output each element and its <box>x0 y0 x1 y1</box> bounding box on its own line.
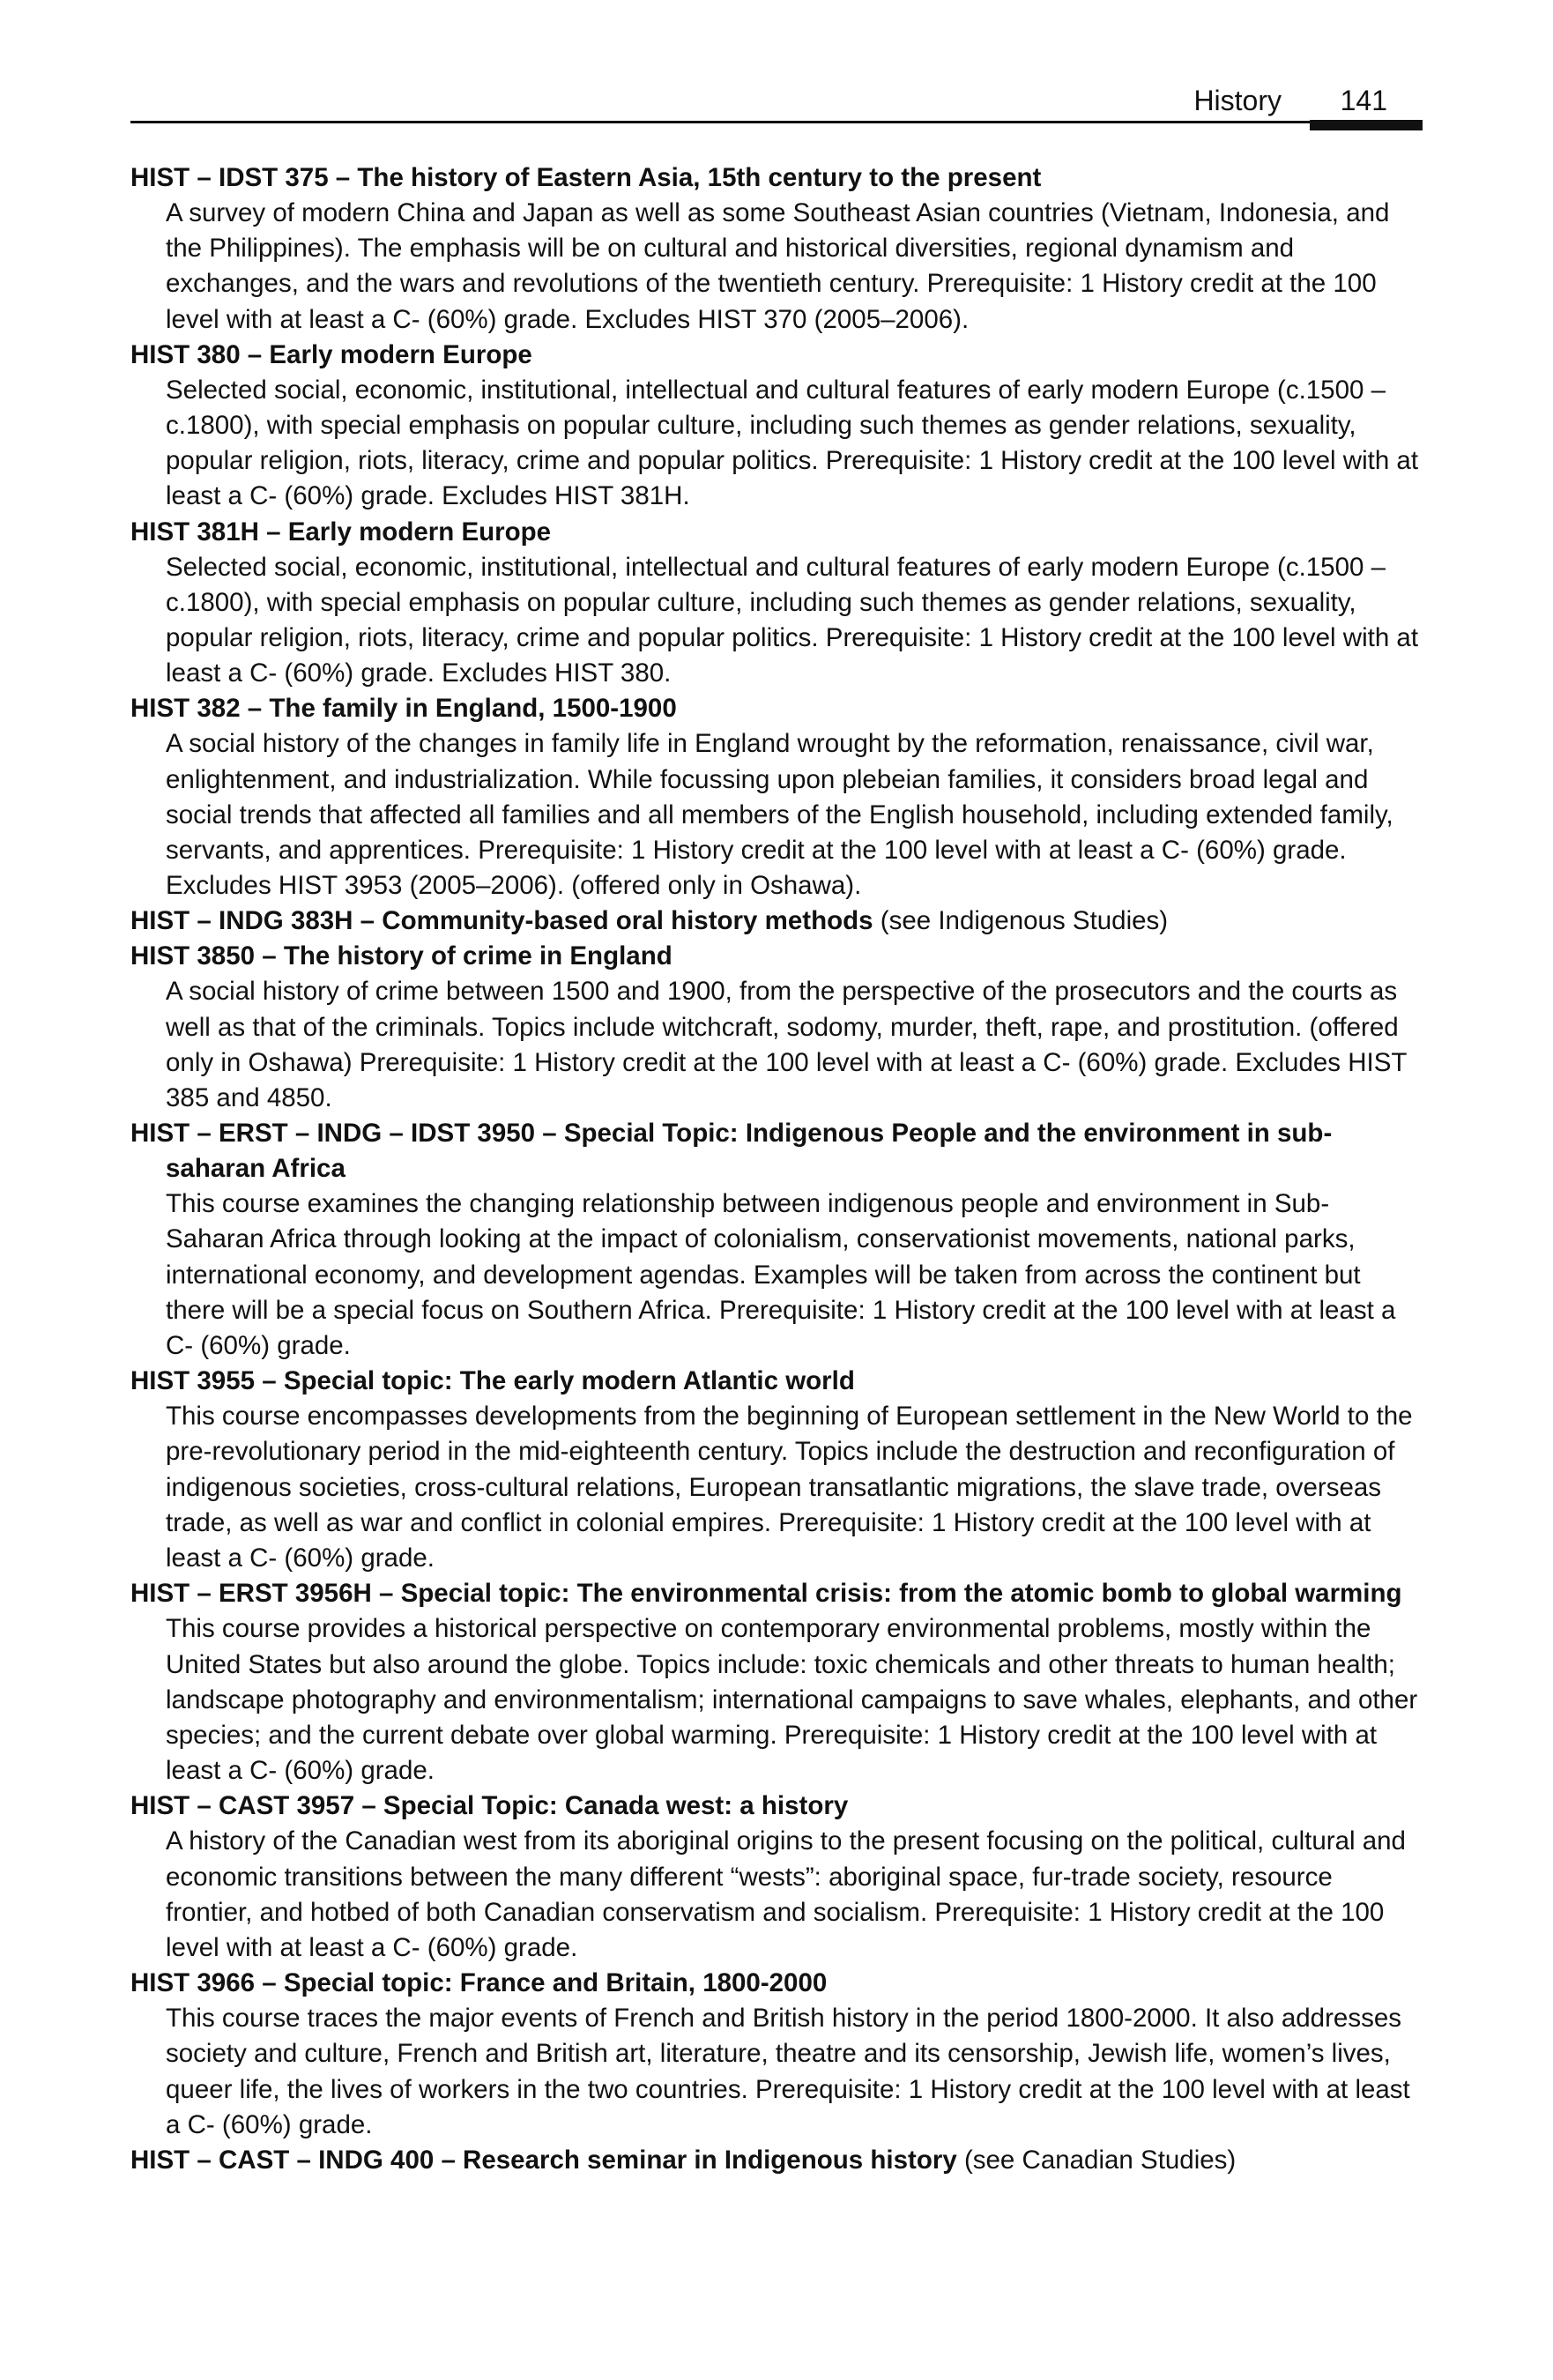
course-title <box>130 1966 1423 2001</box>
course-title-text: HIST – CAST 3957 – Special Topic: Canada west: a history <box>130 1791 849 1821</box>
course-title <box>130 1116 1423 1186</box>
course-entry <box>130 160 1423 338</box>
running-head-section: History <box>1193 85 1282 116</box>
course-description: A survey of modern China and Japan as well as some Southeast Asian countries (Vietnam, Indonesia, and the Philippines). The emphasis will be on cultural and historical diversities, regional dynamism and exchanges, and the wars and revolutions of the twentieth century. Prerequisite: 1 History credit at the 100 level with at least a C- (60%) grade. Excludes HIST 370 (2005–2006). <box>166 198 1390 334</box>
course-title-text: HIST – INDG 383H – Community-based oral history methods <box>130 906 873 936</box>
course-entry <box>130 2143 1423 2178</box>
course-entry <box>130 338 1423 515</box>
course-title <box>130 1576 1423 1611</box>
course-entry <box>130 1576 1423 1789</box>
cross-reference: (see Indigenous Studies) <box>880 906 1169 936</box>
course-title-text: HIST – ERST – INDG – IDST 3950 – Special Topic: Indigenous People and the environment in sub-saharan Africa <box>130 1119 1333 1184</box>
course-title-text: HIST 3850 – The history of crime in England <box>130 941 672 971</box>
course-description: A history of the Canadian west from its aboriginal origins to the present focusing on the political, cultural and economic transitions between the many different “wests”: aboriginal space, fur-trade society, resource frontier, and hotbed of both Canadian conservatism and socialism. Prerequisite: 1 History credit at the 100 level with at least a C- (60%) grade. <box>166 1826 1406 1962</box>
course-title-text: HIST 3955 – Special topic: The early modern Atlantic world <box>130 1366 855 1396</box>
course-entry <box>130 1116 1423 1364</box>
course-title <box>130 691 1423 726</box>
course-description: This course examines the changing relationship between indigenous people and environment in Sub-Saharan Africa through looking at the impact of colonialism, conservationist movements, national parks, international economy, and development agendas. Examples will be taken from across the continent but there will be a special focus on Southern Africa. Prerequisite: 1 History credit at the 100 level with at least a C- (60%) grade. <box>166 1189 1396 1361</box>
course-description: This course provides a historical perspective on contemporary environmental problems, mostly within the United States but also around the globe. Topics include: toxic chemicals and other threats to human health; landscape photography and environmentalism; international campaigns to save whales, elephants, and other species; and the current debate over global warming. Prerequisite: 1 History credit at the 100 level with at least a C- (60%) grade. <box>166 1614 1418 1786</box>
course-title-text: HIST – IDST 375 – The history of Eastern Asia, 15th century to the present <box>130 163 1042 192</box>
header-rule <box>130 121 1423 123</box>
course-title <box>130 1789 1423 1824</box>
course-title-text: HIST – ERST 3956H – Special topic: The environmental crisis: from the atomic bomb to global warming <box>130 1579 1402 1609</box>
course-entry <box>130 515 1423 692</box>
course-title <box>130 904 1423 939</box>
page-header <box>130 78 1423 130</box>
course-title <box>130 2143 1423 2178</box>
course-entry <box>130 691 1423 904</box>
course-description: Selected social, economic, institutional, intellectual and cultural features of early modern Europe (c.1500 – c.1800), with special emphasis on popular culture, including such themes as gender relations, sexuality, popular religion, riots, literacy, crime and popular politics. Prerequisite: 1 History credit at the 100 level with at least a C- (60%) grade. Excludes HIST 380. <box>166 552 1419 688</box>
course-title <box>130 160 1423 196</box>
course-entry <box>130 1364 1423 1576</box>
course-title <box>130 939 1423 974</box>
course-entry <box>130 1966 1423 2143</box>
course-title-text: HIST 382 – The family in England, 1500-1900 <box>130 694 677 724</box>
course-description: This course traces the major events of French and British history in the period 1800-2000. It also addresses society and culture, French and British art, literature, theatre and its censorship, Jewish life, women’s lives, queer life, the lives of workers in the two countries. Prerequisite: 1 History credit at the 100 level with at least a C- (60%) grade. <box>166 2004 1410 2139</box>
header-tab-bar <box>1310 120 1423 130</box>
course-title-text: HIST 380 – Early modern Europe <box>130 339 532 369</box>
course-title <box>130 1364 1423 1399</box>
course-list <box>130 160 1423 2178</box>
course-entry <box>130 1789 1423 1966</box>
course-entry <box>130 939 1423 1116</box>
course-description: Selected social, economic, institutional, intellectual and cultural features of early modern Europe (c.1500 – c.1800), with special emphasis on popular culture, including such themes as gender relations, sexuality, popular religion, riots, literacy, crime and popular politics. Prerequisite: 1 History credit at the 100 level with at least a C- (60%) grade. Excludes HIST 381H. <box>166 375 1419 511</box>
course-description: This course encompasses developments from the beginning of European settlement in the New World to the pre-revolutionary period in the mid-eighteenth century. Topics include the destruction and reconfiguration of indigenous societies, cross-cultural relations, European transatlantic migrations, the slave trade, overseas trade, as well as war and conflict in colonial empires. Prerequisite: 1 History credit at the 100 level with at least a C- (60%) grade. <box>166 1402 1413 1573</box>
course-title <box>130 338 1423 373</box>
page-number: 141 <box>1340 85 1387 116</box>
course-title-text: HIST 3966 – Special topic: France and Britain, 1800-2000 <box>130 1968 828 1998</box>
course-title <box>130 515 1423 550</box>
course-title-text: HIST – CAST – INDG 400 – Research seminar in Indigenous history <box>130 2145 957 2175</box>
course-description: A social history of the changes in family life in England wrought by the reformation, renaissance, civil war, enlightenment, and industrialization. While focussing upon plebeian families, it considers broad legal and social trends that affected all families and all members of the English household, including extended family, servants, and apprentices. Prerequisite: 1 History credit at the 100 level with at least a C- (60%) grade. Excludes HIST 3953 (2005–2006). (offered only in Oshawa). <box>166 729 1393 901</box>
course-description: A social history of crime between 1500 and 1900, from the perspective of the prosecutors and the courts as well as that of the criminals. Topics include witchcraft, sodomy, murder, theft, rape, and prostitution. (offered only in Oshawa) Prerequisite: 1 History credit at the 100 level with at least a C- (60%) grade. Excludes HIST 385 and 4850. <box>166 977 1407 1113</box>
cross-reference: (see Canadian Studies) <box>963 2145 1237 2175</box>
course-title-text: HIST 381H – Early modern Europe <box>130 517 552 547</box>
course-entry <box>130 904 1423 939</box>
